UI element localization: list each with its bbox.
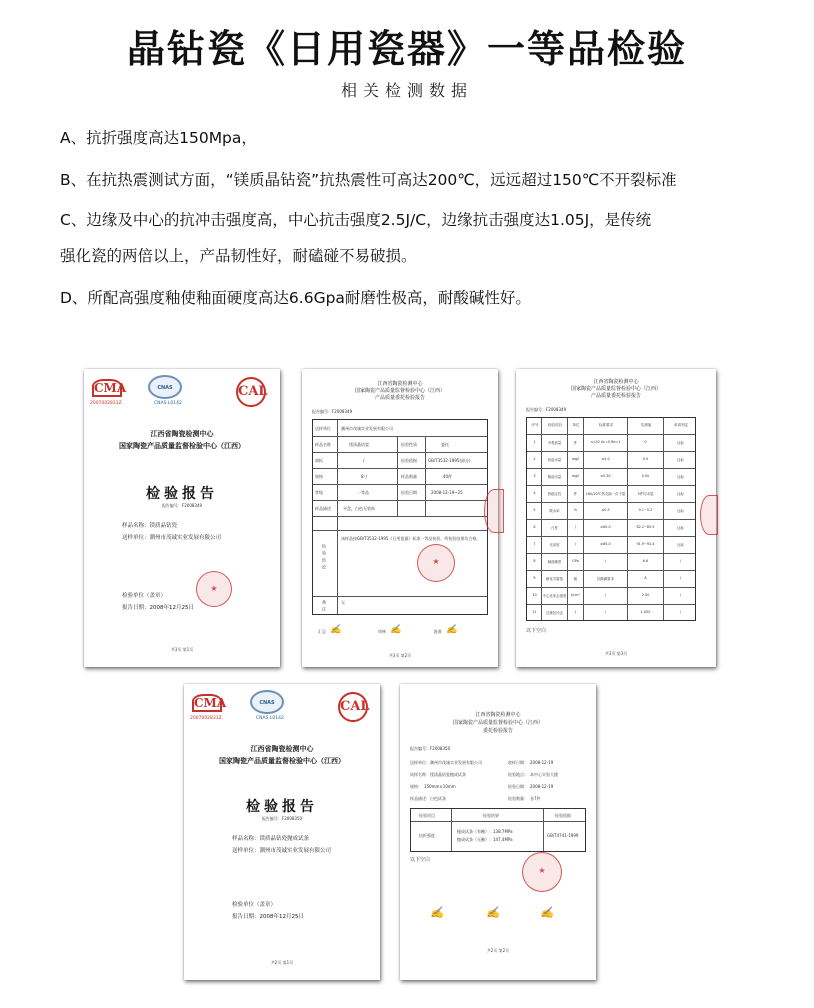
inspection-unit: 检验单位（盖章） [122,593,167,599]
table-cell: ≤0.50 [600,474,611,478]
table-cell: 达标 [677,526,684,530]
table-cell: / [604,610,607,614]
field-label-2: 检验地点： [508,772,528,777]
row-value-2: GB/T3532-1995(部分) [428,458,471,463]
results-table [526,417,696,621]
org-name-1: 江西省陶瓷检测中心 [377,381,423,387]
row-label: 样品描述 [315,506,331,511]
row-value: / [363,458,365,463]
cma-number: 2007002831Z [190,716,222,721]
row-label-2: 检验性质 [401,442,417,447]
row-value: 平盘，白色无装饰 [343,506,375,511]
sig-label-review: 审核 [378,629,386,634]
row-label-2: 样品数量 [401,474,417,479]
table-cell: 达标 [677,458,684,462]
red-seal: ★ [196,571,232,607]
table-cell: 6 [533,525,536,529]
sample-name [232,834,309,842]
page-number: 共3页 第1页 [170,647,194,652]
table-cell: 中心抗冲击强度 [542,594,567,598]
table-cell: 3 [533,474,536,478]
table-cell: 件 [573,441,578,445]
field-value-2: 2008-12-19 [530,784,554,789]
page-number: 共3页 第2页 [388,653,412,658]
org-name-2: 国家陶瓷产品质量监督检验中心（江西） [119,442,245,450]
inspection-unit: 检验单位（盖章） [232,902,277,908]
report-results-table [516,369,716,667]
red-seal: ★ [417,544,455,582]
table-cell: 达标 [677,543,684,547]
table-cell: / [679,559,682,563]
row-label-2: 检验依据 [401,458,417,463]
table-cell: mg/l [571,474,580,478]
table-cell: 级 [573,577,578,581]
result-glazed: 抛成试条（有釉）：138.7MPa [457,829,513,834]
table-cell: 2.50 [641,593,650,597]
field-label: 样品描述： [410,796,430,801]
field-value-2: 2008-12-19 [530,760,554,765]
feature-a: A、抗折强度高达150Mpa， [60,129,257,147]
table-cell: 边缘抗冲击 [546,611,563,615]
sender-value: 潮州市茂诚实业发展有限公司 [149,535,222,541]
signature-2: ✍ [486,906,500,919]
sender-label: 送样单位： [232,848,260,854]
table-cell: 抗酸碱要求 [597,577,614,581]
table-cell: 0.0 [642,457,649,461]
table-cell: 4 [533,491,536,495]
result-unglazed: 抛成试条（无釉）：147.4MPa [457,837,513,842]
row-label-2: 检验日期 [401,490,417,495]
cal-logo: CAL [338,692,368,722]
table-cell: 9 [533,576,536,580]
table-cell: 11 [532,610,537,614]
report-kind: 产品质量委托检验报告 [590,393,641,399]
page-number: 共2页 第2页 [486,948,510,953]
table-cell: 0 [644,440,647,444]
table-cell: % [573,508,578,512]
page-number: 共3页 第3页 [604,651,628,656]
table-cell: ≤5.0 [601,457,610,461]
col-header: 检验项目 [419,813,435,818]
cma-logo: CMA [94,381,127,395]
table-cell: A [644,576,647,580]
table-cell: 件 [573,492,578,496]
report-title: 检验报告 [246,799,318,815]
table-cell: 10 [532,593,537,597]
report-number: 报告编号：F2008349 [312,409,353,414]
page-subtitle: 相关检测数据 [340,81,473,100]
sender-unit [122,533,221,541]
report-flexural [400,684,596,980]
field-value: 镁质晶钻瓷抛成试条 [430,772,466,777]
table-cell: J/cm² [571,593,580,597]
page-number: 共2页 第1页 [270,960,294,965]
row-label: 商标 [315,458,323,463]
row-value-2: 40件 [443,474,453,479]
table-cell: / [574,525,577,529]
cma-logo: CMA [194,696,227,710]
table-cell: / [679,593,682,597]
row-value: 潮州市茂诚实业发展有限公司 [341,426,393,431]
page-title: 晶钻瓷《日用瓷器》一等品检验 [126,27,687,71]
table-cell: 1.050 [640,610,651,614]
org-name-2: 国家陶瓷产品质量监督检验中心（江西） [452,720,543,726]
row-label: 规格 [315,474,323,479]
report-number: 报告编号：F2008349 [526,407,567,412]
table-cell: / [574,542,577,546]
table-cell: / [679,610,682,614]
table-header-cell: 单项判定 [673,423,689,427]
org-name-1: 江西省陶瓷检测中心 [593,379,639,385]
field-value: 潮州市茂诚实业发展有限公司 [430,760,482,765]
table-cell: J [575,610,576,614]
row-value: 一等品 [357,490,369,495]
date-label: 报告日期： [232,914,260,920]
feature-b: B、在抗热震测试方面，“镁质晶钻瓷”抗热震性可高达200℃，远远超过150℃不开裂标准 [60,171,677,189]
table-cell: 镉溶出量 [547,475,562,479]
field-value-2: 各7件 [530,796,541,801]
row-value-2: 委托 [441,442,449,447]
cal-logo: CAL [236,377,266,407]
report-kind: 产品质量委托检验报告 [374,395,425,401]
conclusion-text: 该样品按GB/T3532-1995《日用瓷器》标准一等品检验，所检验结果均合格。 [341,536,481,541]
org-name-2: 国家陶瓷产品质量监督检验中心（江西） [570,386,661,392]
row-value-2: 2008-12-19~25 [431,490,463,495]
cnas-number: CNAS L0142 [256,716,284,721]
sample-value: 镁质晶钻瓷抛成试条 [259,836,310,842]
sig-label-approve: 批准 [434,629,442,634]
date-value: 2008年12月25日 [259,914,305,920]
sig-label-summary: 汇总 [318,629,326,634]
table-header-cell: 检验项目 [547,423,563,427]
cma-number: 2007002831Z [90,401,122,406]
field-label: 试样名称： [410,772,430,777]
detail-table [312,419,488,615]
table-cell: 7 [533,542,536,546]
table-cell: 180/20℃热交换一次不裂 [585,492,626,496]
field-value-2: 本中心实验大楼 [530,772,558,777]
report-kind: 委托检验报告 [482,728,513,734]
table-cell: 5件均未裂 [637,492,654,496]
date-label: 报告日期： [122,605,150,611]
date-value: 2008年12月25日 [149,605,195,611]
table-cell: 8 [533,559,536,563]
report-date [232,912,304,920]
signature-3: ✍ [446,625,458,635]
table-cell: GPa [572,559,579,563]
remarks-text: 无 [341,600,345,605]
sender-value: 潮州市茂诚实业发展有限公司 [259,848,332,854]
table-cell: 0.1~0.2 [638,508,653,512]
signature-1: ✍ [330,625,342,635]
table-cell: 外观质量 [547,441,562,445]
col-header: 检验结果 [483,813,499,818]
table-cell: 吸水率 [549,509,560,513]
sender-unit [232,846,331,854]
table-header-cell: 单位 [572,423,580,427]
report-detail [302,369,498,667]
table-cell: 达标 [677,441,684,445]
table-cell: / [679,576,682,580]
table-cell: 铅溶出量 [547,458,562,462]
item-name: 抗折强度 [419,833,435,838]
signature-2: ✍ [390,625,402,635]
field-label-2: 检验日期： [508,784,528,789]
report-date [122,603,194,611]
row-label: 送样单位 [315,426,331,431]
table-cell: n=32 Ac=0 Re=1 [590,440,621,444]
table-cell: 91.9~92.4 [636,542,655,546]
field-label: 规格： [410,784,422,789]
table-cell: 达标 [677,509,684,513]
red-seal: ★ [522,852,562,892]
field-label: 送样单位： [410,760,430,765]
signature-3: ✍ [540,906,554,919]
table-cell: 白度 [551,526,558,530]
row-value: 8寸 [361,474,368,479]
field-label-2: 检验数量： [508,796,528,801]
cnas-number: CNAS L0142 [154,401,182,406]
table-cell: 1 [533,440,536,444]
side-seal [484,489,504,533]
row-label: 等级 [315,490,323,495]
table-cell: ≥85.0 [600,542,611,546]
feature-c: C、边缘及中心的抗冲击强度高，中心抗击强度2.5J/C，边缘抗击强度达1.05J，是传统 [60,211,652,229]
table-cell: 釉面硬度 [547,560,562,564]
flexural-table [410,808,586,852]
table-cell: / [604,559,607,563]
table-cell: mg/l [571,457,580,461]
table-cell: 耐化学腐蚀 [546,577,563,581]
cnas-logo: CNAS [250,690,284,714]
table-cell: 5 [533,508,536,512]
sender-label: 送样单位： [122,535,150,541]
cnas-logo: CNAS [148,375,182,399]
table-cell: 6.6 [642,559,649,563]
org-name-2: 国家陶瓷产品质量监督检验中心（江西） [354,388,445,394]
table-cell: ≤0.5 [601,508,610,512]
side-seal [700,495,718,535]
report-cover-2 [184,684,380,980]
remarks-label: 备注 [322,600,327,614]
blank-below: 以下空白 [526,628,547,634]
blank-below: 以下空白 [410,857,431,863]
org-name-1: 江西省陶瓷检测中心 [150,430,214,438]
sample-label: 样品名称： [232,836,260,842]
table-cell: 达标 [677,492,684,496]
signature-1: ✍ [430,906,444,919]
report-number: 报告编号：F2008349 [161,503,203,508]
field-value: 白色试条 [430,796,446,801]
table-cell: 达标 [677,475,684,479]
table-header-cell: 实测值 [640,423,652,427]
feature-d: D、所配高强度釉使釉面硬度高达6.6Gpa耐磨性极高，耐酸碱性好。 [60,289,531,307]
sample-name [122,521,177,529]
row-label: 样品名称 [315,442,331,447]
table-cell: / [604,593,607,597]
table-cell: 光泽度 [549,543,560,547]
table-cell: 2 [533,457,536,461]
report-cover-1 [84,369,280,667]
row-value: 镁质晶钻瓷 [349,442,369,447]
table-cell: 82.2~85.5 [636,525,655,529]
conclusion-label: 检验结论 [322,544,327,572]
field-value: 150mm×10mm [424,784,456,789]
table-cell: ≥60.0 [600,525,611,529]
basis: GB/T4741-1999 [547,833,579,838]
org-name-1: 江西省陶瓷检测中心 [475,712,521,718]
table-header-cell: 标准要求 [598,423,614,427]
feature-c-cont: 强化瓷的两倍以上，产品韧性好，耐磕碰不易破损。 [60,247,417,265]
table-header-cell: 序号 [531,423,539,427]
org-name-1: 江西省陶瓷检测中心 [250,745,314,753]
col-header: 检验依据 [555,813,571,818]
field-label-2: 收样日期： [508,760,528,765]
org-name-2: 国家陶瓷产品质量监督检验中心（江西） [219,757,345,765]
report-number: 报告编号：F2008350 [261,816,303,821]
report-title: 检验报告 [146,486,218,502]
sample-value: 镁质晶钻瓷 [149,523,178,529]
table-cell: 0.00 [641,474,650,478]
sample-label: 样品名称： [122,523,150,529]
table-cell: 热稳定性 [547,492,562,496]
report-number: 报告编号：F2008350 [410,746,451,751]
